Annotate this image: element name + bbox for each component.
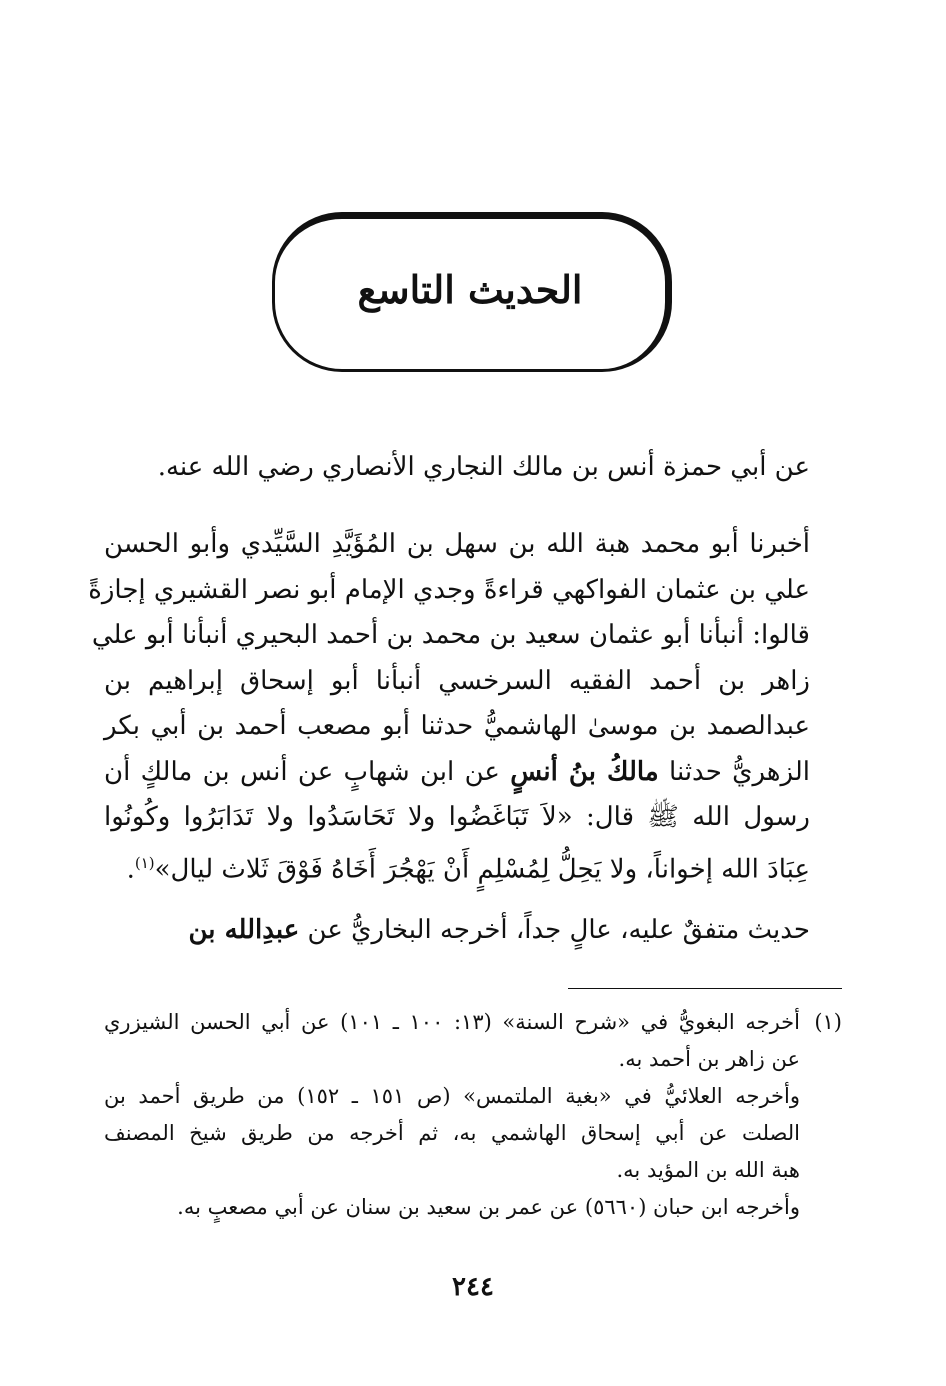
paragraph-line: قالوا: أنبأنا أبو عثمان سعيد بن محمد بن أحمد البحيري أنبأنا أبو علي [91,620,810,650]
paragraph-line: علي بن عثمان الفواكهي قراءةً وجدي الإمام أبو نصر القشيري إجازةً [88,574,810,605]
takhrij-paragraph [104,908,810,953]
chapter-title: الحديث التاسع [357,267,583,312]
isnad-paragraph [88,522,810,893]
page-number: ٢٤٤ [452,1272,494,1302]
footnote-divider [568,988,842,989]
footnote-line: الصلت عن أبي إسحاق الهاشمي به، ثم أخرجه من طريق شيخ المصنف [104,1121,800,1145]
footnote-line: هبة الله بن المؤيد به. [616,1158,800,1182]
footnote-line: وأخرجه العلائيُّ في «بغية الملتمس» (ص ١٥١ ـ ١٥٢) من طريق أحمد بن [104,1084,800,1108]
line6-part1: الزهريُّ حدثنا [658,756,810,787]
second-para-text: حديث متفقٌ عليه، عالٍ جداً، أخرجه البخاريُّ عن [299,915,810,945]
paragraph-line: رسول الله ﷺ قال: «لاَ تَبَاغَضُوا ولا تَحَاسَدُوا ولا تَدَابَرُوا وكُونُوا [104,802,810,832]
paragraph-line: أخبرنا أبو محمد هبة الله بن سهل بن المُؤَيَّدِ السَّيِّدي وأبو الحسن [104,529,810,559]
hadith-end-text: عِبَادَ الله إخواناً، ولا يَحِلُّ لِمُسْلِمٍ أَنْ يَهْجُرَ أَخَاهُ فَوْقَ ثَلاث ليال» [154,854,810,885]
footnote-text: أخرجه البغويُّ في «شرح السنة» (١٣: ١٠٠ ـ ١٠١) عن أبي الحسن الشيزري [104,1010,800,1034]
paragraph-line [104,750,810,796]
footnotes [104,1004,842,1226]
footnote-line [104,1004,842,1041]
paragraph-line: زاهر بن أحمد الفقيه السرخسي أنبأنا أبو إسحاق إبراهيم بن [104,665,810,696]
line6-part2: عن ابن شهابٍ عن أنس بن مالكٍ أن [104,756,511,787]
footnote-reference: (١) [134,853,155,872]
intro-line: عن أبي حمزة أنس بن مالك النجاري الأنصاري رضي الله عنه. [157,452,810,482]
footnote-number: (١) [814,1010,842,1034]
footnote-line: عن زاهر بن أحمد به. [618,1047,800,1071]
paragraph-line [104,841,810,893]
second-para-bold: عبدِالله بن [188,915,300,945]
paragraph-line: عبدالصمد بن موسىٰ الهاشميُّ حدثنا أبو مصعب أحمد بن أبي بكر [104,711,810,741]
period: . [126,854,135,885]
title-frame [272,212,672,372]
footnote-line: وأخرجه ابن حبان (٥٦٦٠) عن عمر بن سعيد بن سنان عن أبي مصعبٍ به. [177,1195,800,1219]
narrator-name-bold: مالكُ بنُ أنسٍ [510,756,659,787]
